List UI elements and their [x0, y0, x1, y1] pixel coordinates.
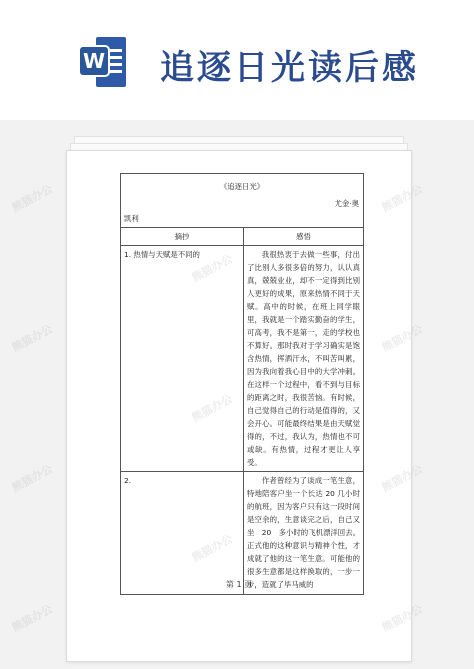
column-header-reflection: 感悟	[244, 228, 364, 246]
word-badge: W	[80, 47, 108, 75]
watermark: 熊猫办公	[9, 322, 55, 355]
title-row	[121, 174, 364, 196]
watermark: 熊猫办公	[189, 392, 235, 425]
watermark: 熊猫办公	[9, 602, 55, 635]
watermark: 熊猫办公	[189, 532, 235, 565]
book-title: 《追逐日光》	[121, 174, 364, 196]
reflection-cell: 作者曾经为了谈成一笔生意，特地陪客户坐一个长达 20 几小时的航班，因为客户只有这一段时间是空余的，生意谈完之后，自己又坐 20 多小时的飞机漂洋回去。正式他的这种意识与精神个性，才成就了他的这一笔生意。可能他的很多生意都是这样换取的，一步一步，造就了毕马威的	[244, 472, 364, 595]
watermark: 熊猫办公	[9, 182, 55, 215]
watermark: 熊猫办公	[189, 252, 235, 285]
watermark: 熊猫办公	[379, 602, 425, 635]
table-row	[121, 472, 364, 595]
table-row	[121, 246, 364, 472]
document-page[interactable]	[66, 150, 412, 662]
word-icon	[80, 37, 126, 87]
watermark: 熊猫办公	[379, 322, 425, 355]
doc-title: 追逐日光读后感	[160, 48, 419, 88]
notes-table	[120, 173, 364, 595]
author-cont-row	[121, 212, 364, 228]
page-number: 第 1 页	[225, 580, 253, 589]
watermark: 熊猫办公	[379, 462, 425, 495]
header	[0, 0, 474, 120]
table-header-row	[121, 228, 364, 246]
author-row	[121, 195, 364, 212]
watermark: 熊猫办公	[379, 182, 425, 215]
author-cont: 凯利	[121, 212, 364, 228]
excerpt-cell: 2.	[121, 472, 244, 595]
sheet-content	[120, 173, 364, 595]
author-line: 尤金·奥	[121, 195, 364, 212]
excerpt-cell: 1. 热情与天赋是不同的	[121, 246, 244, 472]
reflection-cell: 我很热衷于去做一些事，付出了比别人多很多倍的努力，认认真真，兢兢业业，却不一定得到比别人更好的成果，原来热情不同于天赋。高中的时候，在班上同学眼里，我就是一个踏实勤奋的学生，可高考，我不是第一，走的学校也不算好。那时我对于学习确实是饱含热情，挥洒汗水，不叫苦叫累，因为我向着我心目中的大学冲刺。在这样一个过程中，看不到与目标的距离之时，我很苦恼。有时候，自己觉得自己的行动是值得的，又会开心。可能最终结果是由天赋觉得的，不过，我认为，热情也不可或缺。有热情，过程才更让人享受。	[244, 246, 364, 472]
column-header-excerpt: 摘抄	[121, 228, 244, 246]
watermark: 熊猫办公	[9, 462, 55, 495]
